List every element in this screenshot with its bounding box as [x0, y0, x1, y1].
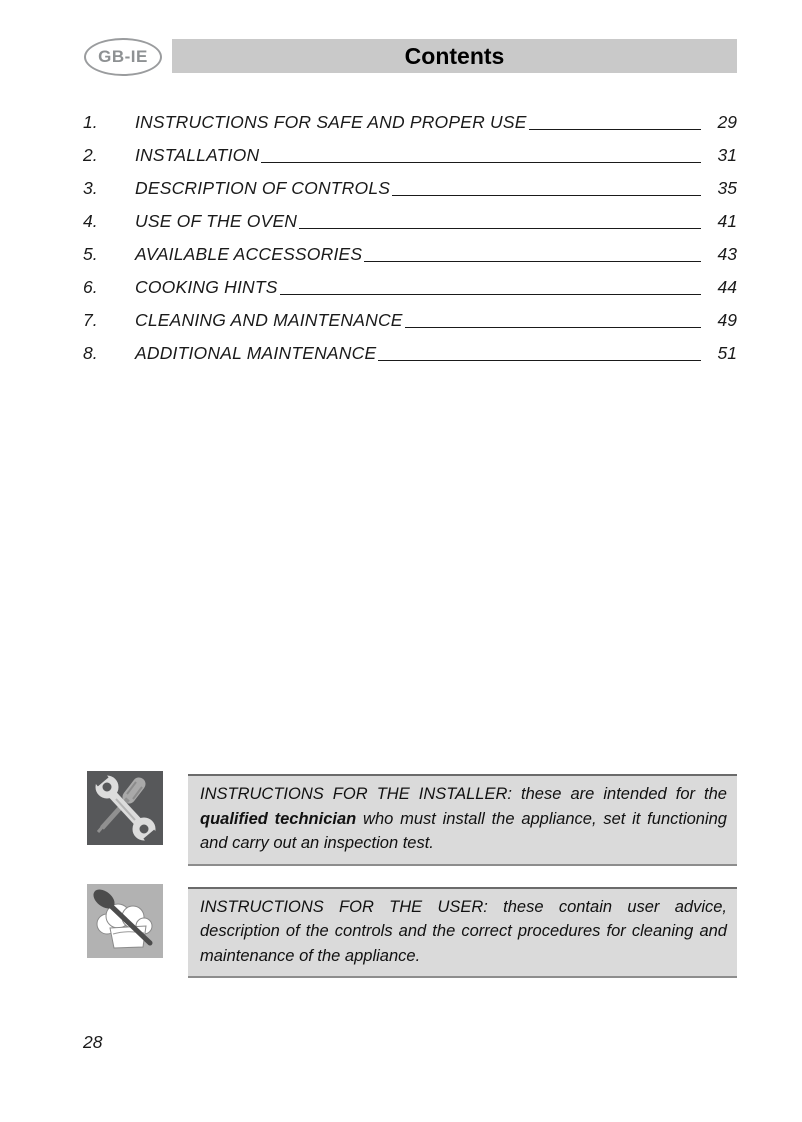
toc-item-title: USE OF THE OVEN: [135, 211, 298, 231]
toc-leader-line: [529, 110, 701, 130]
toc-item-title: COOKING HINTS: [135, 277, 278, 297]
toc-leader-line: [405, 308, 701, 328]
toc-list: [83, 110, 737, 374]
footer-page-number: 28: [83, 1032, 103, 1052]
installer-text-suffix: who must install the appliance, set it functioning and carry out an inspection test.: [200, 809, 727, 852]
user-text: INSTRUCTIONS FOR THE USER: these contain user advice, description of the controls and the correct procedures for cleaning and maintenance of the appliance.: [200, 897, 727, 965]
toc-leader-line: [378, 341, 701, 361]
toc-item-number: 7.: [83, 310, 98, 330]
toc-leader-line: [299, 209, 701, 229]
toc-item-number: 2.: [83, 145, 98, 165]
toc-item-page: 41: [717, 211, 737, 231]
toc-item-title: INSTALLATION: [135, 145, 260, 165]
toc-item-page: 31: [717, 145, 737, 165]
language-badge: [84, 38, 162, 76]
toc-leader-line: [261, 143, 701, 163]
notices-section: [87, 771, 737, 978]
toc-item-page: 49: [717, 310, 737, 330]
toc-leader-line: [392, 176, 701, 196]
toc-row: [83, 143, 737, 167]
toc-row: [83, 242, 737, 266]
toc-item-page: 51: [717, 343, 737, 363]
installer-notice-text: [188, 774, 737, 866]
page-header: [0, 0, 802, 80]
toc-item-number: 1.: [83, 112, 98, 132]
toc-row: [83, 176, 737, 200]
toc-item-title: DESCRIPTION OF CONTROLS: [135, 178, 391, 198]
language-badge-label: GB-IE: [98, 47, 148, 66]
user-notice: [87, 884, 737, 979]
toc-item-page: 35: [717, 178, 737, 198]
toc-row: [83, 308, 737, 332]
toc-row: [83, 341, 737, 365]
toc-row: [83, 110, 737, 134]
toc-leader-line: [280, 275, 701, 295]
chef-hat-spoon-icon: [87, 884, 163, 958]
toc-item-number: 8.: [83, 343, 98, 363]
installer-text-bold: qualified technician: [200, 809, 357, 828]
toc-leader-line: [364, 242, 701, 262]
toc-row: [83, 209, 737, 233]
toc-item-number: 3.: [83, 178, 98, 198]
installer-notice: [87, 771, 737, 866]
toc-item-number: 6.: [83, 277, 98, 297]
toc-item-page: 29: [717, 112, 737, 132]
toc-item-title: INSTRUCTIONS FOR SAFE AND PROPER USE: [135, 112, 527, 132]
toc-item-number: 4.: [83, 211, 98, 231]
toc-item-number: 5.: [83, 244, 98, 264]
toc-item-title: ADDITIONAL MAINTENANCE: [135, 343, 377, 363]
header-bar: [172, 39, 737, 73]
toc-item-page: 44: [717, 277, 737, 297]
user-notice-text: [188, 887, 737, 979]
toc-item-page: 43: [717, 244, 737, 264]
page-title: Contents: [404, 42, 505, 69]
installer-text-prefix: INSTRUCTIONS FOR THE INSTALLER: these are intended for the: [200, 785, 727, 803]
tools-icon: [87, 771, 163, 845]
toc-item-title: AVAILABLE ACCESSORIES: [135, 244, 363, 264]
toc-item-title: CLEANING AND MAINTENANCE: [135, 310, 403, 330]
toc-row: [83, 275, 737, 299]
